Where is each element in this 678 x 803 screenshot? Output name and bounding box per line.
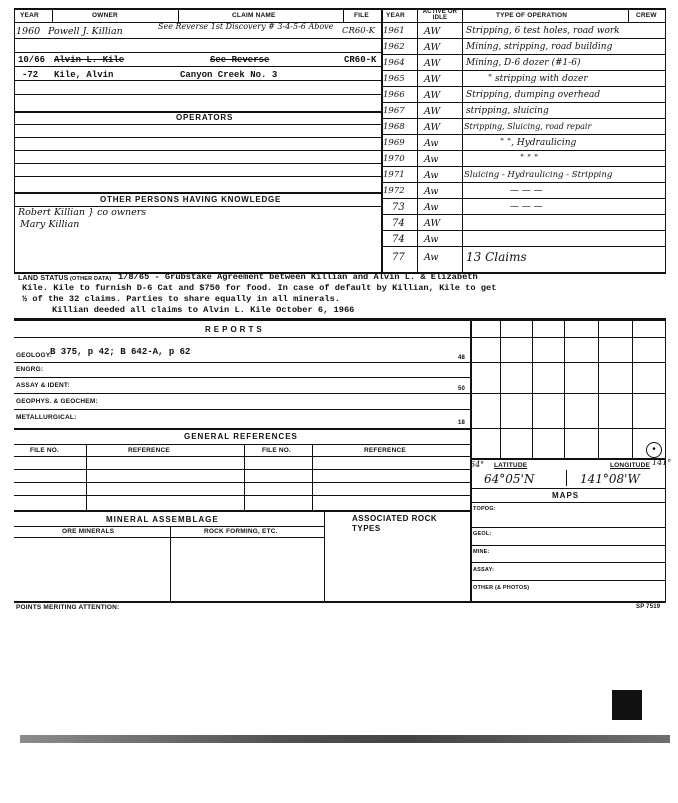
op-type: Stripping, Sluicing, road repair — [464, 122, 592, 131]
owner-row-file: CR60-K — [344, 55, 377, 65]
report-side-number: 48 — [458, 355, 466, 361]
op-type: stripping, sluicing — [466, 106, 549, 116]
latitude-label: LATITUDE — [494, 462, 528, 469]
op-status: Aw — [424, 186, 439, 197]
op-year: 1972 — [383, 186, 405, 196]
maps-row-mine: MINE: — [473, 549, 490, 555]
operators-title: OPERATORS — [176, 113, 234, 122]
op-status: AW — [424, 218, 441, 229]
latitude-prefix: 64° — [470, 460, 485, 469]
land-status-sublabel: (OTHER DATA) — [70, 276, 112, 282]
op-type: Mining, stripping, road building — [466, 42, 613, 52]
op-type: " stripping with dozer — [488, 74, 588, 84]
op-type: " ", Hydraulicing — [500, 138, 577, 148]
op-status: Aw — [424, 138, 439, 149]
op-status: AW — [424, 26, 441, 37]
op-year: 1961 — [383, 26, 405, 36]
owner-row-name: Powell J. Killian — [48, 26, 123, 37]
op-year: 1970 — [383, 154, 405, 164]
owner-row-year: 10/66 — [18, 55, 46, 65]
op-type: Stripping, dumping overhead — [466, 90, 601, 100]
header-rule — [14, 22, 666, 23]
op-status: Aw — [424, 170, 439, 181]
longitude-label: LONGITUDE — [610, 462, 651, 469]
op-status: Aw — [424, 234, 439, 245]
report-value-geology: B 375, p 42; B 642-A, p 62 — [50, 347, 191, 357]
op-year: 1968 — [383, 122, 405, 132]
op-status: Aw — [424, 202, 439, 213]
top-border — [14, 8, 666, 10]
col-active-header: ACTIVE OR IDLE — [422, 9, 458, 21]
col-claim-header: CLAIM NAME — [232, 12, 276, 19]
latitude-value: 64°05'N — [484, 472, 535, 486]
land-status-line: Kile. Kile to furnish D-6 Cat and $750 for food. In case of default by Killian, Kile to get — [22, 283, 497, 293]
op-type: Stripping, 6 test holes, road work — [466, 26, 620, 36]
op-year: 1964 — [383, 58, 405, 68]
assoc-rock-types-label: ASSOCIATED ROCK TYPES — [352, 514, 438, 533]
maps-row-geol: GEOL: — [473, 531, 492, 537]
owner-row-name: Alvin L. Kile — [54, 55, 125, 65]
op-status: Aw — [424, 154, 439, 165]
op-type: Mining, D-6 dozer (#1-6) — [466, 58, 581, 68]
report-side-number: 18 — [458, 420, 466, 426]
op-year: 1967 — [383, 106, 405, 116]
maps-row-assay: ASSAY: — [473, 567, 495, 573]
op-type: " " " — [520, 154, 539, 164]
report-label-assay: ASSAY & IDENT: — [16, 382, 70, 389]
ref-col-reference-2: REFERENCE — [364, 447, 406, 454]
location-circle-mark: • — [646, 442, 662, 458]
owner-row-claim: See Reverse 1st Discovery # 3-4-5-6 Above — [158, 22, 334, 31]
col-year-header: YEAR — [20, 12, 39, 19]
op-status: AW — [424, 74, 441, 85]
points-label: POINTS MERITING ATTENTION: — [16, 604, 120, 611]
op-status: Aw — [424, 252, 439, 263]
report-label-metallurgical: METALLURGICAL: — [16, 414, 77, 421]
left-border — [14, 8, 15, 272]
col-file-header: FILE — [354, 12, 369, 19]
op-year: 1971 — [383, 170, 405, 180]
op-status: AW — [424, 106, 441, 117]
owner-row-claim: See Reverse — [210, 55, 270, 65]
col-year2-header: YEAR — [386, 12, 405, 19]
ref-col-reference: REFERENCE — [128, 447, 170, 454]
report-side-number: 50 — [458, 386, 466, 392]
right-border — [665, 8, 666, 272]
land-status-label: LAND STATUS — [18, 275, 69, 282]
op-year: 1965 — [383, 74, 405, 84]
scan-black-block — [612, 690, 642, 720]
maps-title: MAPS — [552, 491, 580, 500]
col-owner-header: OWNER — [92, 12, 118, 19]
general-references-title: GENERAL REFERENCES — [184, 432, 298, 441]
op-year: 74 — [392, 234, 405, 245]
op-year: 1962 — [383, 42, 405, 52]
maps-row-topog: TOPOG: — [473, 506, 496, 512]
report-label-geology: GEOLOGY: — [16, 352, 53, 359]
owner-row-year: -72 — [22, 70, 39, 80]
report-label-engrg: ENGRG: — [16, 366, 44, 373]
mineral-title: MINERAL ASSEMBLAGE — [106, 515, 219, 524]
op-year: 73 — [392, 202, 405, 213]
reports-title: REPORTS — [205, 325, 265, 334]
col-type-header: TYPE OF OPERATION — [496, 12, 568, 19]
rock-forming-label: ROCK FORMING, ETC. — [204, 528, 278, 535]
land-status-line: 1/8/65 - Grubstake Agreement between Killian and Alvin L. & Elizabeth — [118, 272, 478, 282]
knowledge-person: Mary Killian — [20, 219, 80, 230]
ref-col-file-no: FILE NO. — [30, 447, 60, 454]
op-status: AW — [424, 90, 441, 101]
col-crew-header: CREW — [636, 12, 657, 19]
longitude-value: 141°08'W — [580, 472, 640, 486]
op-type: — — — — [510, 202, 543, 212]
maps-row-other: OTHER (& PHOTOS) — [473, 585, 530, 591]
report-label-geophys: GEOPHYS. & GEOCHEM: — [16, 398, 98, 405]
op-year: 1966 — [383, 90, 405, 100]
owner-row-year: 1960 — [16, 26, 41, 37]
ref-col-file-no-2: FILE NO. — [262, 447, 292, 454]
longitude-suffix: 141° — [652, 458, 672, 467]
land-status-heavy-rule — [14, 318, 666, 321]
owner-row-claim: Canyon Creek No. 3 — [180, 70, 278, 80]
op-year: 1969 — [383, 138, 405, 148]
land-status-line: Killian deeded all claims to Alvin L. Kile October 6, 1966 — [52, 305, 355, 315]
scan-smear-bar — [20, 735, 670, 743]
op-type: 13 Claims — [466, 250, 527, 264]
op-year: 74 — [392, 218, 405, 229]
op-status: AW — [424, 122, 441, 133]
op-type: — — — — [510, 186, 543, 196]
ore-minerals-label: ORE MINERALS — [62, 528, 115, 535]
land-status-line: ½ of the 32 claims. Parties to share equally in all minerals. — [22, 294, 341, 304]
owner-row-name: Kile, Alvin — [54, 70, 114, 80]
owner-row-file: CR60-K — [342, 26, 375, 36]
op-status: AW — [424, 42, 441, 53]
form-code: SP 7519 — [636, 604, 661, 610]
knowledge-person: Robert Killian } co owners — [18, 207, 147, 218]
op-type: Sluicing - Hydraulicing - Stripping — [464, 170, 613, 180]
op-year: 77 — [392, 252, 405, 263]
op-status: AW — [424, 58, 441, 69]
knowledge-title: OTHER PERSONS HAVING KNOWLEDGE — [100, 195, 282, 204]
